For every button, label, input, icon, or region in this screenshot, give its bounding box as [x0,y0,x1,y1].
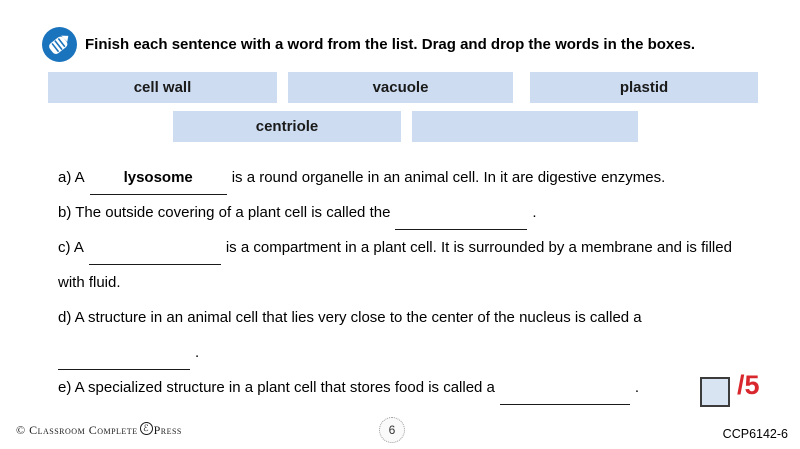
word-chip-plastid[interactable]: plastid [530,72,758,103]
publisher-copyright [16,422,182,438]
sentence-c-line1 [58,230,768,265]
writing-hand-icon [41,26,78,63]
sentence-a-pre: a) A [58,169,85,186]
sentence-c-post: is a compartment in a plant cell. It is surrounded by a membrane and is filled [225,239,732,256]
blank-b-dropzone[interactable] [395,197,527,230]
sentence-a [58,160,768,195]
sentence-e-post: . [634,379,640,396]
sentence-d-pre: d) A structure in an animal cell that lies very close to the center of the nucleus is called a [58,309,642,326]
sentence-d-line1 [58,300,768,335]
blank-e-dropzone[interactable] [500,372,630,405]
score-input-box[interactable] [700,377,730,407]
sentence-b-post: . [532,204,537,221]
sentence-e-pre: e) A specialized structure in a plant cell that stores food is called a [58,379,495,396]
sentence-b [58,195,768,230]
blank-d-dropzone[interactable] [58,337,190,370]
page-number-badge: 6 [379,417,405,443]
blank-c-dropzone[interactable] [89,232,221,265]
product-code: CCP6142-6 [722,427,788,441]
sentence-c-pre: c) A [58,239,84,256]
instruction-text: Finish each sentence with a word from the list. Drag and drop the words in the boxes. [85,36,696,53]
sentence-c-line2 [58,265,768,300]
word-chip-vacuole[interactable]: vacuole [288,72,513,103]
sentence-d-post: . [195,344,200,361]
copyright-text-left: © Classroom Complete [16,422,138,437]
sentence-c-cont: with fluid. [58,274,121,291]
word-chip-cell-wall[interactable]: cell wall [48,72,277,103]
word-chip-centriole[interactable]: centriole [173,111,401,142]
sentence-d-line2 [58,335,768,370]
sentence-e [58,370,768,405]
blank-a-dropzone[interactable]: lysosome [90,162,227,195]
word-chip-empty[interactable] [412,111,638,142]
sentence-a-post: is a round organelle in an animal cell. In it are digestive enzymes. [231,169,666,186]
sentence-b-pre: b) The outside covering of a plant cell is called the [58,204,391,221]
publisher-logo-icon: ℰ [140,422,153,435]
sentence-list [58,160,768,405]
copyright-text-right: Press [153,422,182,437]
score-total-label: /5 [737,370,760,400]
